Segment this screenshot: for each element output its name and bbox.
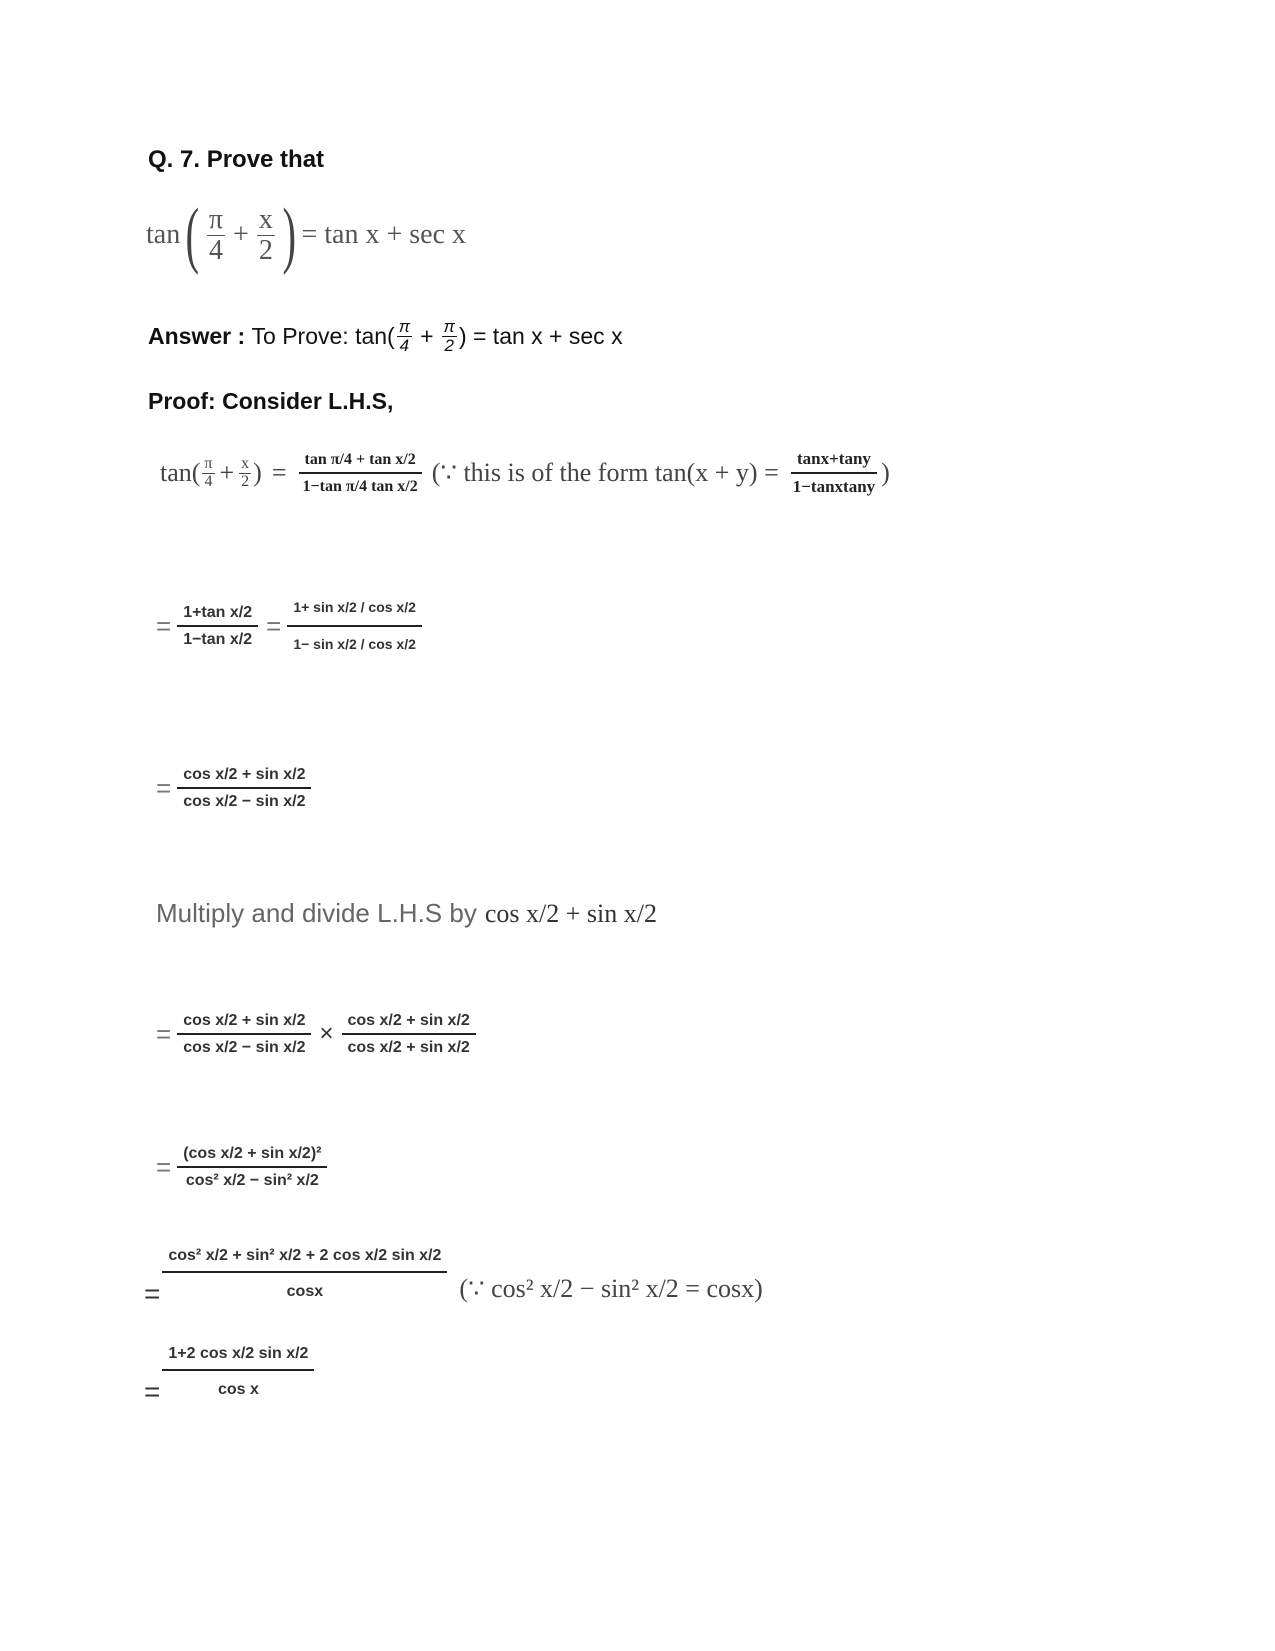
step3-num: cos x/2 + sin x/2 [177,766,311,789]
step1-equals: = [271,458,287,488]
step1-den: 1−tan π/4 tan x/2 [302,477,418,495]
formula-den: 1−tanxtany [792,476,876,496]
step3-frac [177,766,311,810]
step4-den2: cos x/2 + sin x/2 [347,1038,470,1056]
step-7 [144,1336,314,1408]
step6-note: (∵ cos² x/2 − sin² x/2 = cosx) [459,1274,763,1303]
x-over-2: $\frac{x}{2}$ [258,204,273,266]
step6-num: cos² x/2 + sin² x/2 + 2 cos x/2 sin x/2 [162,1247,447,1273]
step1-x-over-2: $\frac{x}{2}$ [241,454,250,490]
step2-equals-2: = [266,610,282,641]
answer-line [148,318,623,355]
step1-note-close: ) [881,458,890,488]
answer-pi-over-2: $\frac{\pi}{2}$ [443,317,455,355]
question-title: Q. 7. Prove that [148,146,325,173]
step1-plus: + [219,458,235,488]
step-2 [156,600,422,653]
step6-equals: = [144,1278,161,1309]
step5-equals: = [156,1151,172,1182]
step7-den: cos x [217,1381,259,1398]
step-5 [156,1145,327,1189]
multiply-line [156,898,657,929]
step2-num2: 1+ sin x/2 / cos x/2 [287,600,422,627]
step1-num: tan π/4 + tan x/2 [299,451,422,474]
step1-lhs: tan( [160,458,201,488]
step7-frac [162,1345,314,1398]
formula-num: tanx+tany [791,450,877,474]
statement-rhs: = tan x + sec x [301,219,467,250]
step3-equals: = [156,772,172,803]
step2-frac2 [287,600,422,653]
step1-formula [787,450,881,496]
step5-den: cos² x/2 − sin² x/2 [185,1171,319,1189]
step7-equals: = [144,1376,161,1407]
multiply-expr: cos x/2 + sin x/2 [484,898,657,928]
step1-fraction [297,451,424,495]
step4-frac2 [342,1012,476,1056]
plus-sign: + [233,219,249,250]
step2-den: 1−tan x/2 [183,630,253,648]
step7-num: 1+2 cos x/2 sin x/2 [162,1345,314,1371]
step-3 [156,766,311,810]
step1-note: (∵ this is of the form tan(x + y) = [431,458,779,488]
answer-pi-over-4: $\frac{\pi}{4}$ [398,317,411,355]
statement-equation [146,194,467,276]
step4-num: cos x/2 + sin x/2 [177,1012,311,1035]
answer-label: Answer : [148,322,246,349]
answer-plus: + [420,322,434,349]
step4-frac1 [177,1012,311,1056]
step-6 [144,1238,763,1310]
proof-heading: Proof: Consider L.H.S, [148,388,394,414]
step2-num: 1+tan x/2 [177,604,258,627]
right-paren: ) [282,194,296,276]
step4-den: cos x/2 − sin x/2 [183,1038,306,1056]
pi-over-4: $\frac{\pi}{4}$ [208,204,224,266]
step4-equals: = [156,1018,172,1049]
step2-equals: = [156,610,172,641]
step6-frac [162,1247,447,1300]
step6-den: cosx [286,1283,324,1300]
step2-den2: 1− sin x/2 / cos x/2 [293,636,416,653]
step5-frac [177,1145,327,1189]
tan-fn: tan [146,219,181,250]
step3-den: cos x/2 − sin x/2 [183,792,306,810]
answer-to-prove: To Prove: tan( [251,322,395,349]
times-sign: × [319,1020,334,1048]
step4-num2: cos x/2 + sin x/2 [342,1012,476,1035]
left-paren: ( [185,194,200,276]
step-4 [156,1012,476,1056]
answer-tail: ) = tan x + sec x [458,322,623,349]
step1-close: ) [253,458,262,488]
multiply-text: Multiply and divide L.H.S by [156,898,477,928]
step2-frac1 [177,604,258,648]
step-1 [160,450,890,496]
step1-pi-over-4: $\frac{\pi}{4}$ [204,454,213,490]
step5-num: (cos x/2 + sin x/2)² [177,1145,327,1168]
